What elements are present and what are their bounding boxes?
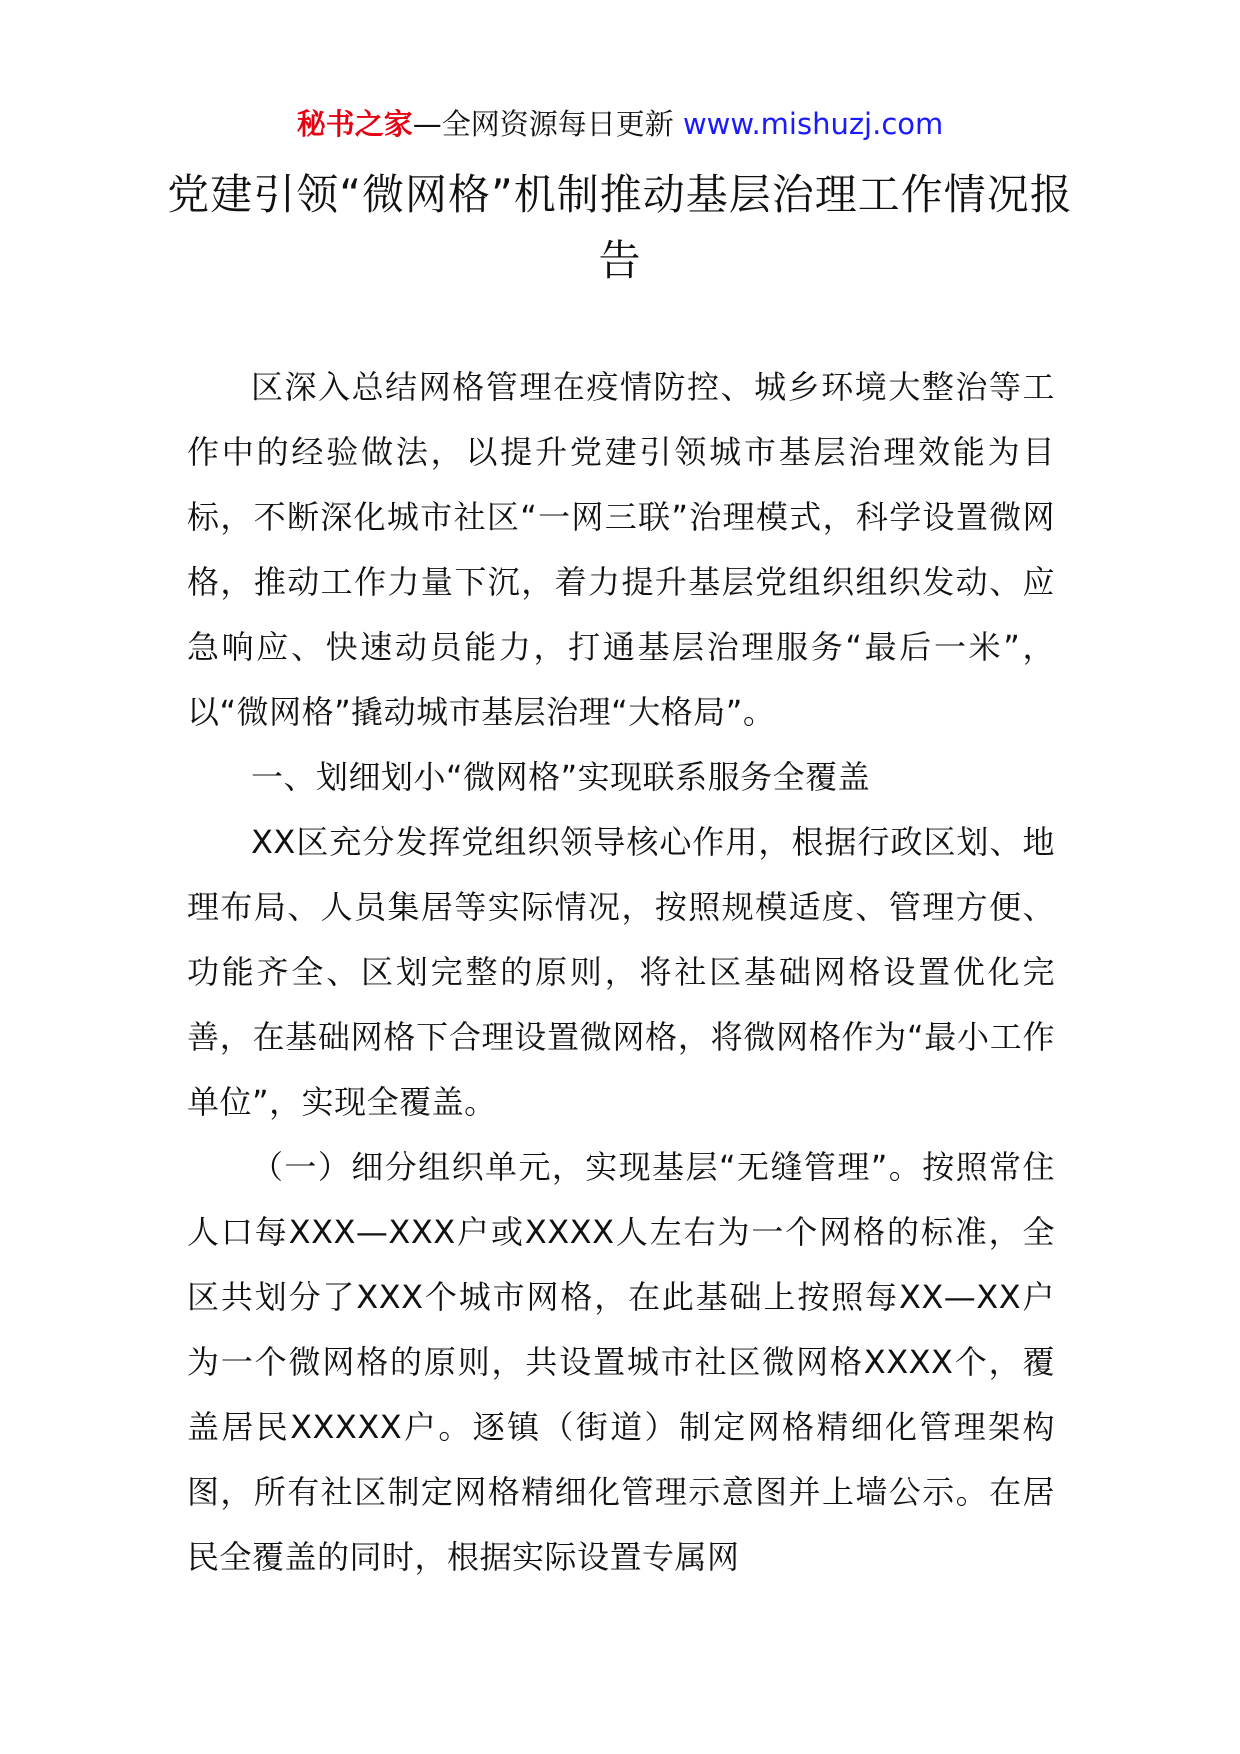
subsection-paragraph-1: （一）细分组织单元，实现基层“无缝管理”。按照常住人口每XXX—XXX户或XXXX人左右为一个网格的标准，全区共划分了XXX个城市网格，在此基础上按照每XX—XX户为一个微网格的原则，共设置城市社区微网格XXXX个，覆盖居民XXXXX户。逐镇（街道）制定网格精细化管理架构图，所有社区制定网格精细化管理示意图并上墙公示。在居民全覆盖的同时，根据实际设置专属网	[187, 1148, 1055, 1576]
site-brand: 秘书之家	[296, 107, 413, 141]
section-heading-1: 一、划细划小“微网格”实现联系服务全覆盖	[251, 758, 871, 796]
body-paragraph: XX区充分发挥党组织领导核心作用，根据行政区划、地理布局、人员集居等实际情况，按照规模适度、管理方便、功能齐全、区划完整的原则，将社区基础网格设置优化完善，在基础网格下合理设置微网格，将微网格作为“最小工作单位”，实现全覆盖。	[187, 823, 1055, 1121]
document-body	[187, 355, 1055, 1590]
site-tagline: —全网资源每日更新	[412, 107, 674, 141]
site-url-link[interactable]: www.mishuzj.com	[682, 107, 944, 141]
document-title: 党建引领“微网格”机制推动基层治理工作情况报告	[167, 170, 1073, 285]
intro-paragraph: 区深入总结网格管理在疫情防控、城乡环境大整治等工作中的经验做法，以提升党建引领城市基层治理效能为目标，不断深化城市社区“一网三联”治理模式，科学设置微网格，推动工作力量下沉，着力提升基层党组织组织发动、应急响应、快速动员能力，打通基层治理服务“最后一米”，以“微网格”撬动城市基层治理“大格局”。	[187, 368, 1055, 731]
site-header	[0, 100, 1240, 148]
